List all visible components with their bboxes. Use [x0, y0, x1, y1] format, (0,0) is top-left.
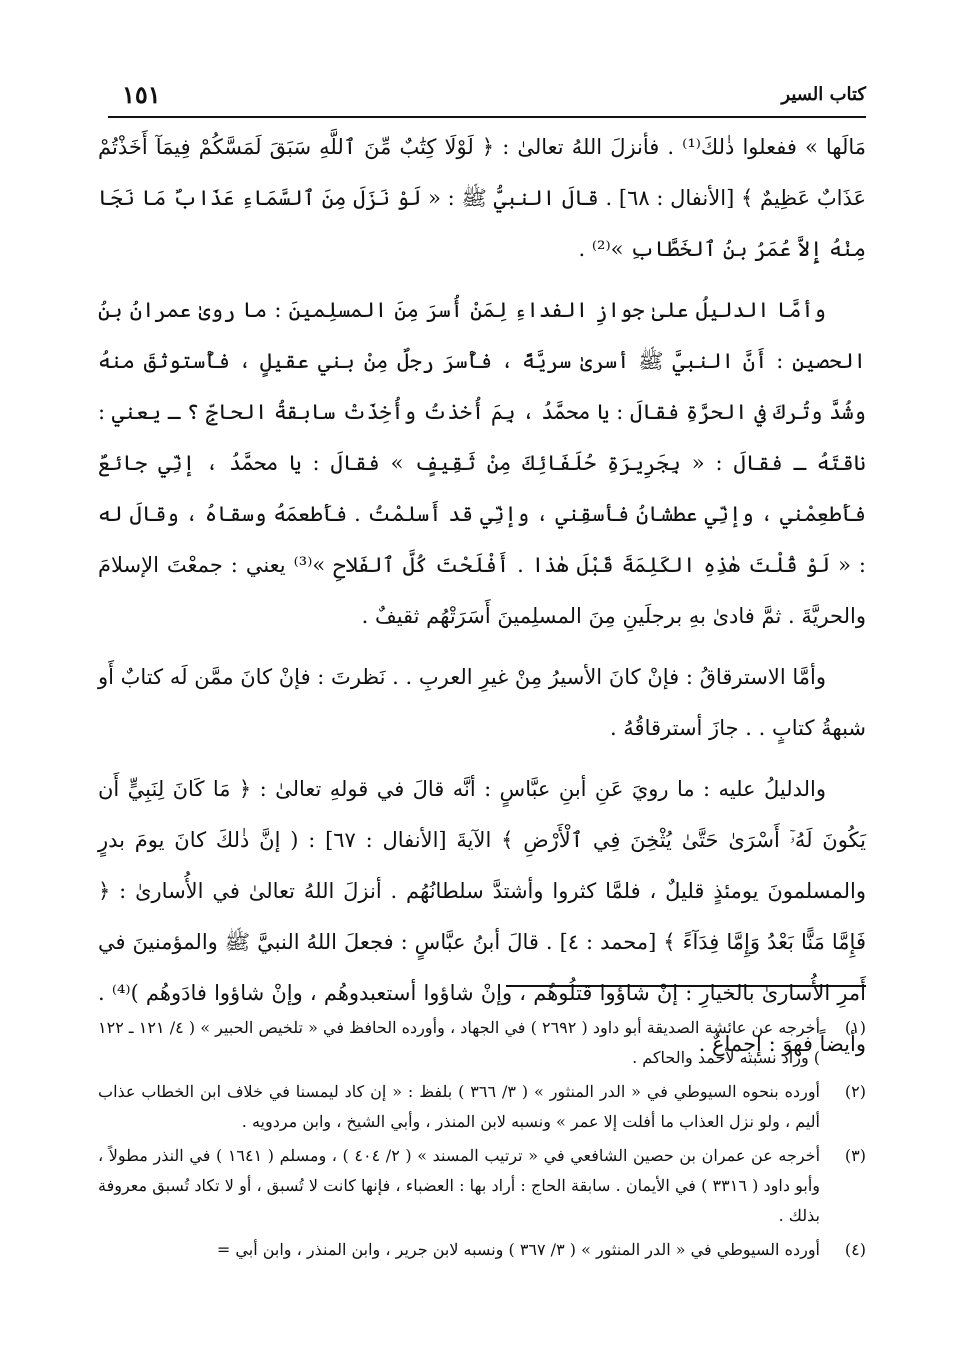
paragraph-ransom-evidence: وأمَّا الدليلُ علىٰ جوازِ الفداءِ لِمَنْ أُسرَ مِنَ المسلِمينَ : ما روىٰ عمرانُ بنُ الحصينِ : أَنَّ النبيَّ ﷺ أسرىٰ سريَّةً ، فأُسرَ رجلٌ مِنْ بني عقيلٍ ، فأُستوثقَ منهُ وشُدَّ وتُركَ في الحرَّةِ فقالَ : يا محمَّدُ ، بِمَ أُخذتُ وأُخِذَتْ سابقةُ الحاجِّ ؟ ـ يعني : ناقتَهُ ـ فقالَ : « بِجَرِيرَةِ حُلَفَائِكَ مِنْ ثَقِيفٍ » فقالَ : يا محمَّدُ ، إنِّي جائعٌ فأَطعِمْني ، وإنِّي عطشانُ فأسقِني ، وإنِّي قد أَسلمْتُ . فأَطعمَهُ وسقاهُ ، وقالَ له : « لَوْ قُلْتَ هٰذِهِ الكَلِمَةَ قَبْلَ هٰذا . أَفْلَحْتَ كُلَّ ٱلفَلاحِ »⁽³⁾ يعني : جمعْتَ الإسلامَ والحريَّةَ . ثمَّ فادىٰ بهِ برجلَينِ مِنَ المسلِمينَ أَسَرَتْهُم ثقيفٌ .: [98, 298, 866, 628]
footnote: [98, 1141, 866, 1231]
footnotes: [98, 1013, 866, 1269]
paragraph-enslavement: وأمَّا الاسترقاقُ : فإنْ كانَ الأسيرُ مِنْ غيرِ العربِ . . نَظرتَ : فإنْ كانَ ممَّن لَه كتابٌ أَو شبهةُ كتابٍ . . جازَ أسترقاقُهُ .: [98, 665, 866, 740]
main-text: [98, 122, 866, 1080]
footnote: [98, 1013, 866, 1073]
page-header: [108, 76, 866, 118]
page-number: ١٥١: [122, 80, 161, 109]
paragraph-continuation: مَالَها » ففعلوا ذٰلكَ⁽¹⁾ . فأنزلَ اللهُ تعالىٰ : ﴿ لَوْلَا كِتَٰبٌ مِّنَ ٱللَّهِ سَبَقَ لَمَسَّكُمْ فِيمَآ أَخَذْتُمْ عَذَابٌ عَظِيمٌ ﴾ [الأنفال : ٦٨] . قالَ النبيُّ ﷺ : « لَوْ نَزَلَ مِنَ ٱلسَّمَاءِ عَذَابٌ مَا نَجَا مِنْهُ إِلاَّ عُمَرُ بنُ ٱلخَطَّابِ »⁽²⁾ .: [98, 135, 867, 261]
footnote: [98, 1077, 866, 1137]
footnote-text: أخرجه عن عائشة الصديقة أبو داود ( ٢٦٩٢ ) في الجهاد ، وأورده الحافظ في « تلخيص الحبير » ( ٤/ ١٢١ ـ ١٢٢ ) وزاد نسبته لأحمد والحاكم .: [98, 1018, 821, 1067]
footnote-number: (٣): [844, 1146, 866, 1165]
footnote-number: (٢): [844, 1082, 866, 1101]
footnote-text: أورده السيوطي في « الدر المنثور » ( ٣/ ٣٦٧ ) ونسبه لابن جرير ، وابن المنذر ، وابن أبي =: [216, 1240, 820, 1259]
footnote: [98, 1235, 866, 1265]
footnote-text: أخرجه عن عمران بن حصين الشافعي في « ترتيب المسند » ( ٢/ ٤٠٤ ) ، ومسلم ( ١٦٤١ ) في النذر مطولاً ، وأبو داود ( ٣٣١٦ ) في الأيمان . سابقة الحاج : أراد بها : العضباء ، فإنها كانت لا تُسبق ، أو لا تكاد تُسبق معروفة بذلك .: [98, 1146, 821, 1225]
footnote-text: أورده بنحوه السيوطي في « الدر المنثور » ( ٣/ ٣٦٦ ) بلفظ : « إن كاد ليمسنا في خلاف ابن الخطاب عذاب أليم ، ولو نزل العذاب ما أفلت إلا عمر » ونسبه لابن المنذر ، وأبي الشيخ ، وابن مردويه .: [98, 1082, 820, 1131]
footnote-separator: [506, 985, 866, 987]
running-title: كتاب السير: [781, 84, 866, 105]
footnote-number: (٤): [844, 1240, 866, 1259]
paragraph-enslavement-evidence: والدليلُ عليه : ما رويَ عَنِ أبنِ عبَّاسٍ : أنَّه قالَ في قولهِ تعالىٰ : ﴿ مَا كَانَ لِنَبِيٍّ أَن يَكُونَ لَهُۥٓ أَسْرَىٰ حَتَّىٰ يُثْخِنَ فِي ٱلْأَرْضِ ﴾ الآيةَ [الأنفال : ٦٧] : ( إنَّ ذٰلكَ كانَ يومَ بدرٍ والمسلمونَ يومئذٍ قليلٌ ، فلمَّا كثروا وأشتدَّ سلطانُهُم . أنزلَ اللهُ تعالىٰ في الأُسارىٰ : ﴿ فَإِمَّا مَنًّا بَعْدُ وَإِمَّا فِدَآءً ﴾ [محمد : ٤] . قالَ أبنُ عبَّاسٍ : فجعلَ اللهُ النبيَّ ﷺ والمؤمنينَ في أَمرِ الأُسارىٰ بالخيارِ : إنْ شاؤوا قتلُوهُم ، وإنْ شاؤوا أستعبدوهُم ، وإنْ شاؤوا فادَوهُم )⁽⁴⁾ . وأيضاً فهوَ : إجماعٌ .: [98, 777, 866, 1056]
footnote-number: (١): [844, 1018, 866, 1037]
